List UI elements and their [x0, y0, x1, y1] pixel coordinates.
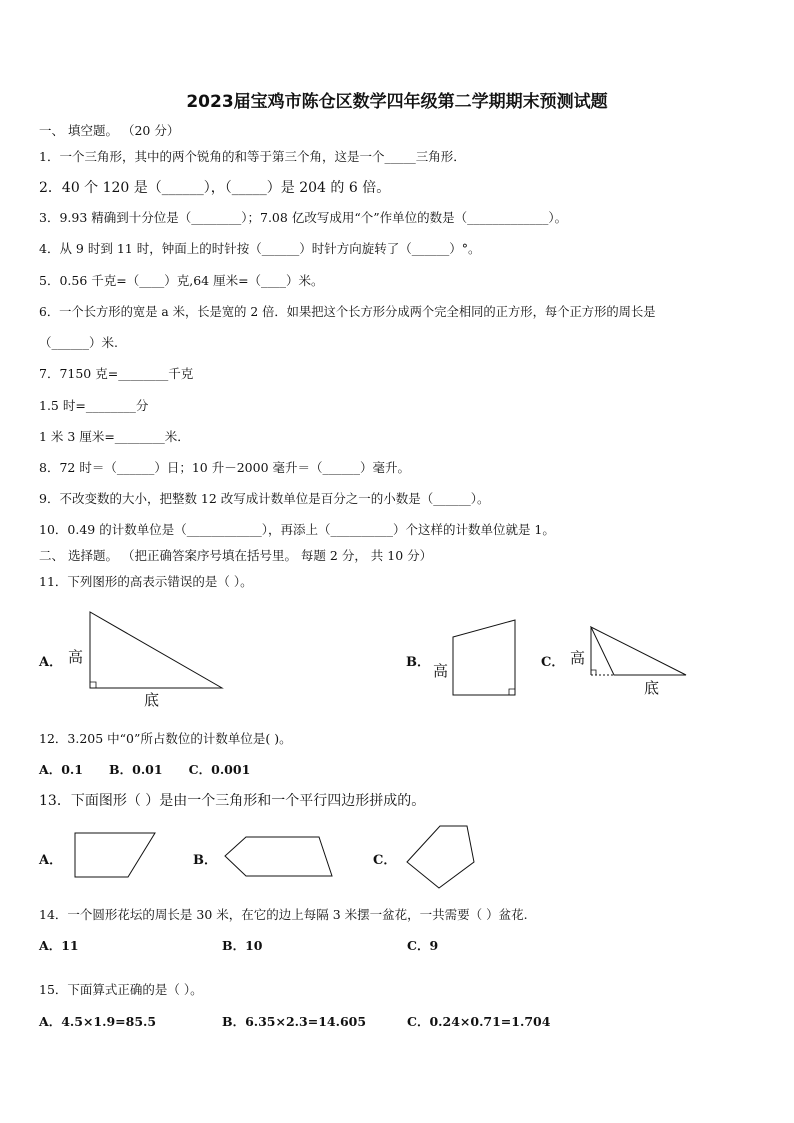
question-13: 13．下面图形（ ）是由一个三角形和一个平行四边形拼成的。 — [39, 793, 426, 809]
q13-figure-a-trapezoid — [75, 833, 155, 877]
q11-option-c: C． — [541, 655, 565, 670]
q14-option-a: A．11 — [39, 938, 79, 953]
q11-c-height-label: 高 — [570, 649, 586, 667]
q14-option-b: B．10 — [222, 938, 263, 953]
question-7-line-3: 1 米 3 厘米=________米． — [39, 429, 190, 444]
q11-option-a: A． — [39, 655, 63, 670]
q14-option-c: C．9 — [407, 938, 439, 953]
section-1-heading: 一、 填空题。 （20 分） — [39, 123, 180, 138]
q15-option-c: C．0.24×0.71=1.704 — [407, 1014, 551, 1029]
question-1: 1．一个三角形，其中的两个锐角的和等于第三个角，这是一个_____三角形． — [39, 149, 466, 164]
question-14: 14．一个圆形花坛的周长是 30 米，在它的边上每隔 3 米摆一盆花，一共需要（ ）盆花. — [39, 907, 528, 922]
question-7-line-2: 1.5 时=________分 — [39, 398, 149, 413]
question-3: 3．9.93 精确到十分位是（________）；7.08 亿改写成用“个”作单位的数是（_____________）。 — [39, 210, 568, 225]
section-2-heading: 二、 选择题。 （把正确答案序号填在括号里。 每题 2 分， 共 10 分） — [39, 548, 433, 563]
q13-figure-b-pentagon-irregular — [225, 837, 332, 876]
question-2: 2．40 个 120 是（______），（_____）是 204 的 6 倍。 — [39, 180, 391, 196]
question-6-line-1: 6．一个长方形的宽是 a 米，长是宽的 2 倍．如果把这个长方形分成两个完全相同的正方形，每个正方形的周长是 — [39, 305, 656, 319]
q11-figure-a-right-triangle — [90, 612, 222, 688]
q13-option-a: A． — [39, 853, 63, 868]
q13-option-c: C． — [373, 853, 397, 868]
q13-option-b: B． — [193, 853, 217, 868]
q11-a-base-label: 底 — [144, 691, 160, 709]
question-4: 4．从 9 时到 11 时，钟面上的时针按（______）时针方向旋转了（______）°。 — [39, 241, 481, 256]
q11-figure-c-obtuse-triangle — [591, 627, 686, 675]
q11-b-height-label: 高 — [433, 662, 449, 680]
q11-figure-b-quadrilateral — [453, 620, 515, 695]
q12-options: A．0.1 B．0.01 C．0.001 — [39, 762, 251, 777]
question-10: 10．0.49 的计数单位是（____________），再添上（__________）个这样的计数单位就是 1。 — [39, 522, 555, 537]
question-5: 5．0.56 千克=（____）克,64 厘米=（____）米。 — [39, 273, 324, 288]
page-title: 2023届宝鸡市陈仓区数学四年级第二学期期末预测试题 — [186, 92, 608, 112]
q11-option-b: B． — [406, 655, 430, 670]
q15-option-b: B．6.35×2.3=14.605 — [222, 1014, 367, 1029]
question-12: 12．3.205 中“0”所占数位的计数单位是( )。 — [39, 731, 292, 746]
question-7-line-1: 7．7150 克=________千克 — [39, 366, 194, 381]
question-9: 9．不改变数的大小，把整数 12 改写成计数单位是百分之一的小数是（______）。 — [39, 491, 490, 506]
question-11: 11．下列图形的高表示错误的是（ ）。 — [39, 574, 253, 589]
q15-option-a: A．4.5×1.9=85.5 — [39, 1014, 157, 1029]
question-15: 15．下面算式正确的是（ ）。 — [39, 982, 203, 997]
q11-a-height-label: 高 — [68, 648, 84, 666]
question-8: 8．72 时＝（______）日；10 升－2000 毫升＝（______）毫升。 — [39, 460, 410, 475]
q11-c-base-label: 底 — [644, 679, 660, 697]
question-6-line-2: （______）米. — [39, 335, 118, 350]
q13-figure-c-regular-pentagon — [407, 826, 474, 888]
